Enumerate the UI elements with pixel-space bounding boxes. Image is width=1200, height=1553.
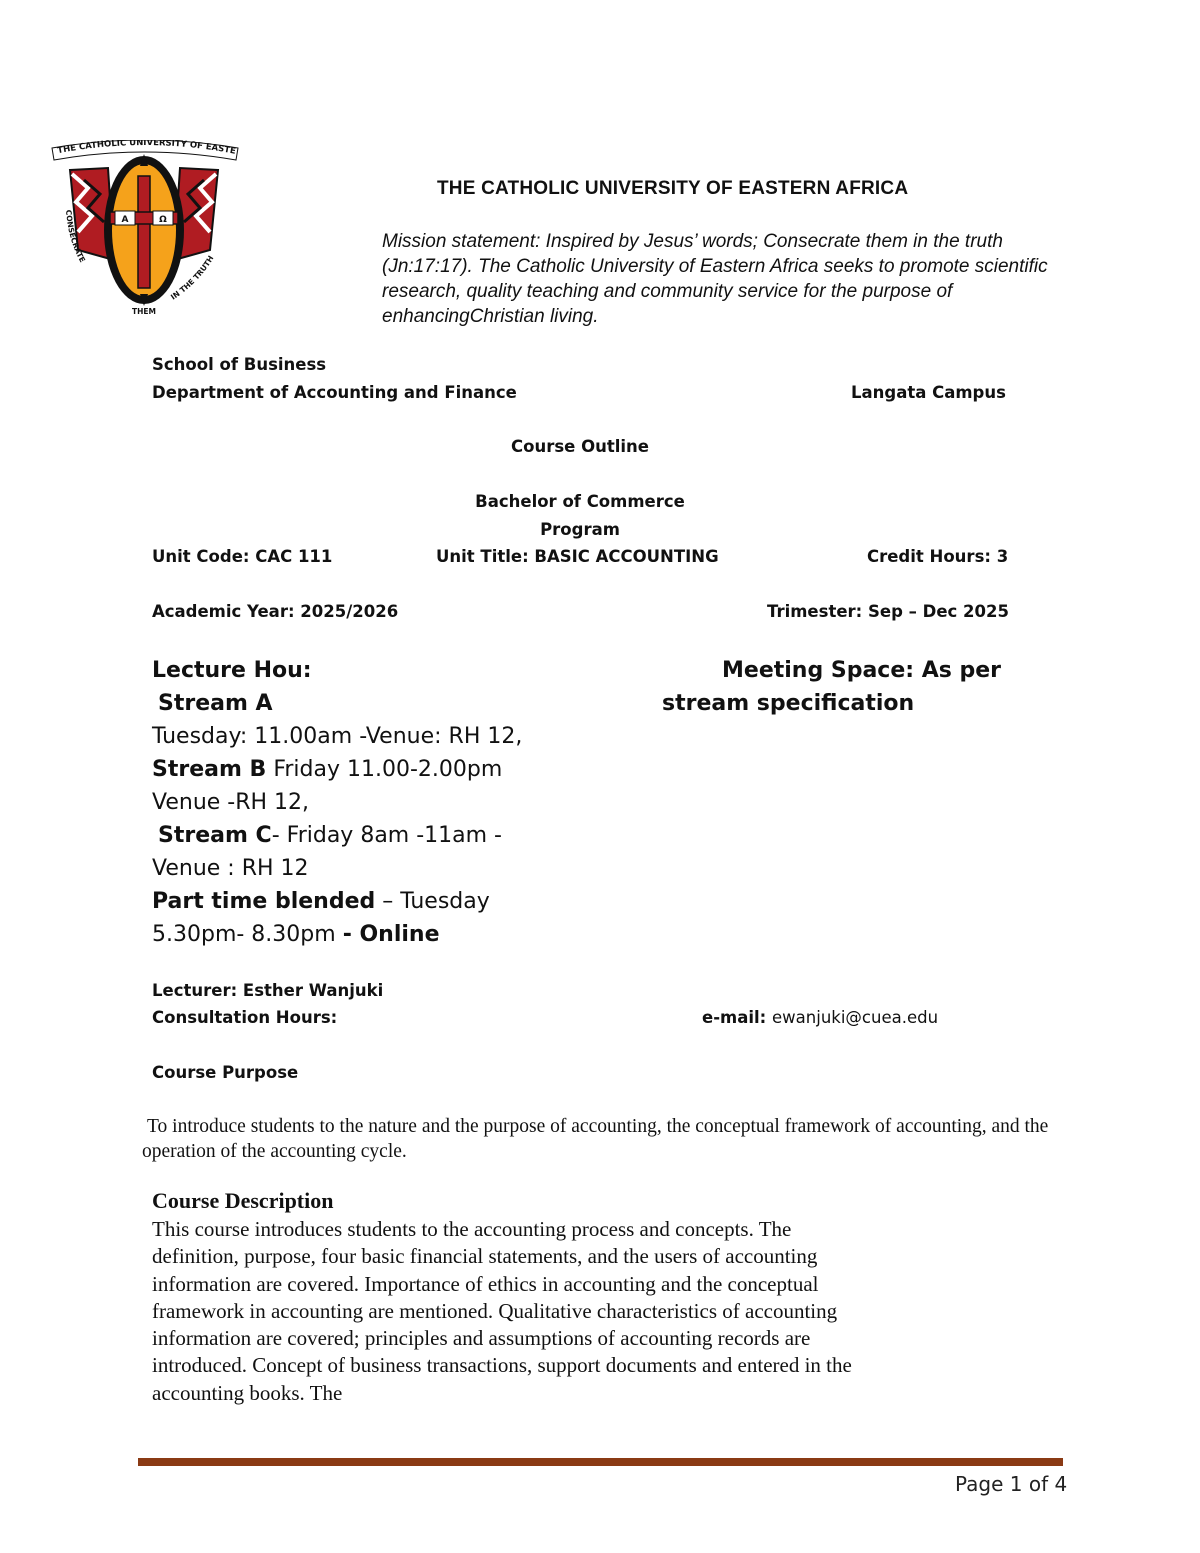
campus-name: Langata Campus: [851, 383, 1006, 402]
part-time-time-line: [152, 918, 652, 951]
logo-arc-text: THE CATHOLIC UNIVERSITY OF EASTE: [56, 140, 237, 157]
logo-right-text: IN THE TRUTH: [169, 253, 216, 302]
trimester: Trimester: Sep – Dec 2025: [767, 602, 1009, 621]
email-line: [702, 1008, 938, 1027]
meeting-space-line1: Meeting Space: As per: [722, 658, 1002, 683]
email-label: e-mail:: [702, 1008, 773, 1027]
stream-c-label: Stream C: [158, 823, 272, 848]
logo-bottom-text: THEM: [132, 307, 156, 316]
course-description-heading: Course Description: [152, 1188, 334, 1213]
part-time-time: 5.30pm- 8.30pm: [152, 922, 343, 947]
unit-code: Unit Code: CAC 111: [152, 547, 333, 566]
mission-statement: Mission statement: Inspired by Jesus’ words; Consecrate them in the truth (Jn:17:17). The Catholic University of Eastern Africa seeks to promote scientific research, quality teaching and community service for the purpose of enhancingChristian living.: [382, 231, 1048, 327]
university-crest-icon: [48, 140, 240, 318]
course-purpose-heading: Course Purpose: [152, 1063, 299, 1082]
school-name: School of Business: [152, 355, 327, 374]
page-number: Page 1 of 4: [955, 1472, 1068, 1496]
part-time-detail: – Tuesday: [375, 889, 490, 914]
academic-year: Academic Year: 2025/2026: [152, 602, 399, 621]
stream-b-detail: Friday 11.00-2.00pm: [266, 757, 503, 782]
department-name: Department of Accounting and Finance: [152, 383, 517, 402]
meeting-space-line2: stream specification: [662, 691, 915, 716]
footer-rule: [138, 1458, 1063, 1466]
part-time-mode: - Online: [342, 922, 440, 947]
document-title: Course Outline: [511, 437, 649, 456]
program-name-line2: Program: [540, 520, 620, 539]
course-purpose-text: To introduce students to the nature and the purpose of accounting, the conceptual framework of accounting, and the operation of the accounting cycle.: [142, 1116, 1049, 1162]
program-name-line1: Bachelor of Commerce: [475, 492, 685, 511]
unit-title: Unit Title: BASIC ACCOUNTING: [436, 547, 719, 566]
email-link[interactable]: ewanjuki@cuea.edu: [772, 1008, 939, 1027]
stream-c-venue: Venue : RH 12: [152, 856, 309, 881]
consultation-hours: Consultation Hours:: [152, 1008, 338, 1027]
stream-b-label: Stream B: [152, 757, 267, 782]
stream-c-line: [152, 819, 652, 852]
schedule-block: [152, 654, 652, 951]
stream-c-detail: - Friday 8am -11am -: [271, 823, 502, 848]
stream-b-venue: Venue -RH 12,: [152, 790, 310, 815]
part-time-label: Part time blended: [152, 889, 376, 914]
lecturer-name: Lecturer: Esther Wanjuki: [152, 981, 384, 1000]
course-description-text: This course introduces students to the accounting process and concepts. The definition, purpose, four basic financial statements, and the users of accounting information are covered. Importance of ethics in accounting and the conceptual framework in accounting are mentioned. Qualitative characteristics of accounting information are covered; principles and assumptions of accounting records are introduced. Concept of business transactions, support documents and entered in the accounting books. The: [152, 1217, 852, 1405]
logo-left-text: CONSECRATE: [63, 209, 88, 264]
logo-omega-letter: Ω: [159, 215, 167, 225]
stream-b-line: [152, 753, 652, 786]
stream-a-label: Stream A: [158, 691, 273, 716]
credit-hours: Credit Hours: 3: [867, 547, 1009, 566]
stream-a-detail: Tuesday: 11.00am -Venue: RH 12,: [152, 724, 523, 749]
logo-alpha-letter: A: [121, 215, 129, 225]
lecture-hours-label: Lecture Hou:: [152, 658, 312, 683]
university-title: THE CATHOLIC UNIVERSITY OF EASTERN AFRICA: [437, 178, 909, 199]
part-time-line: [152, 885, 652, 918]
